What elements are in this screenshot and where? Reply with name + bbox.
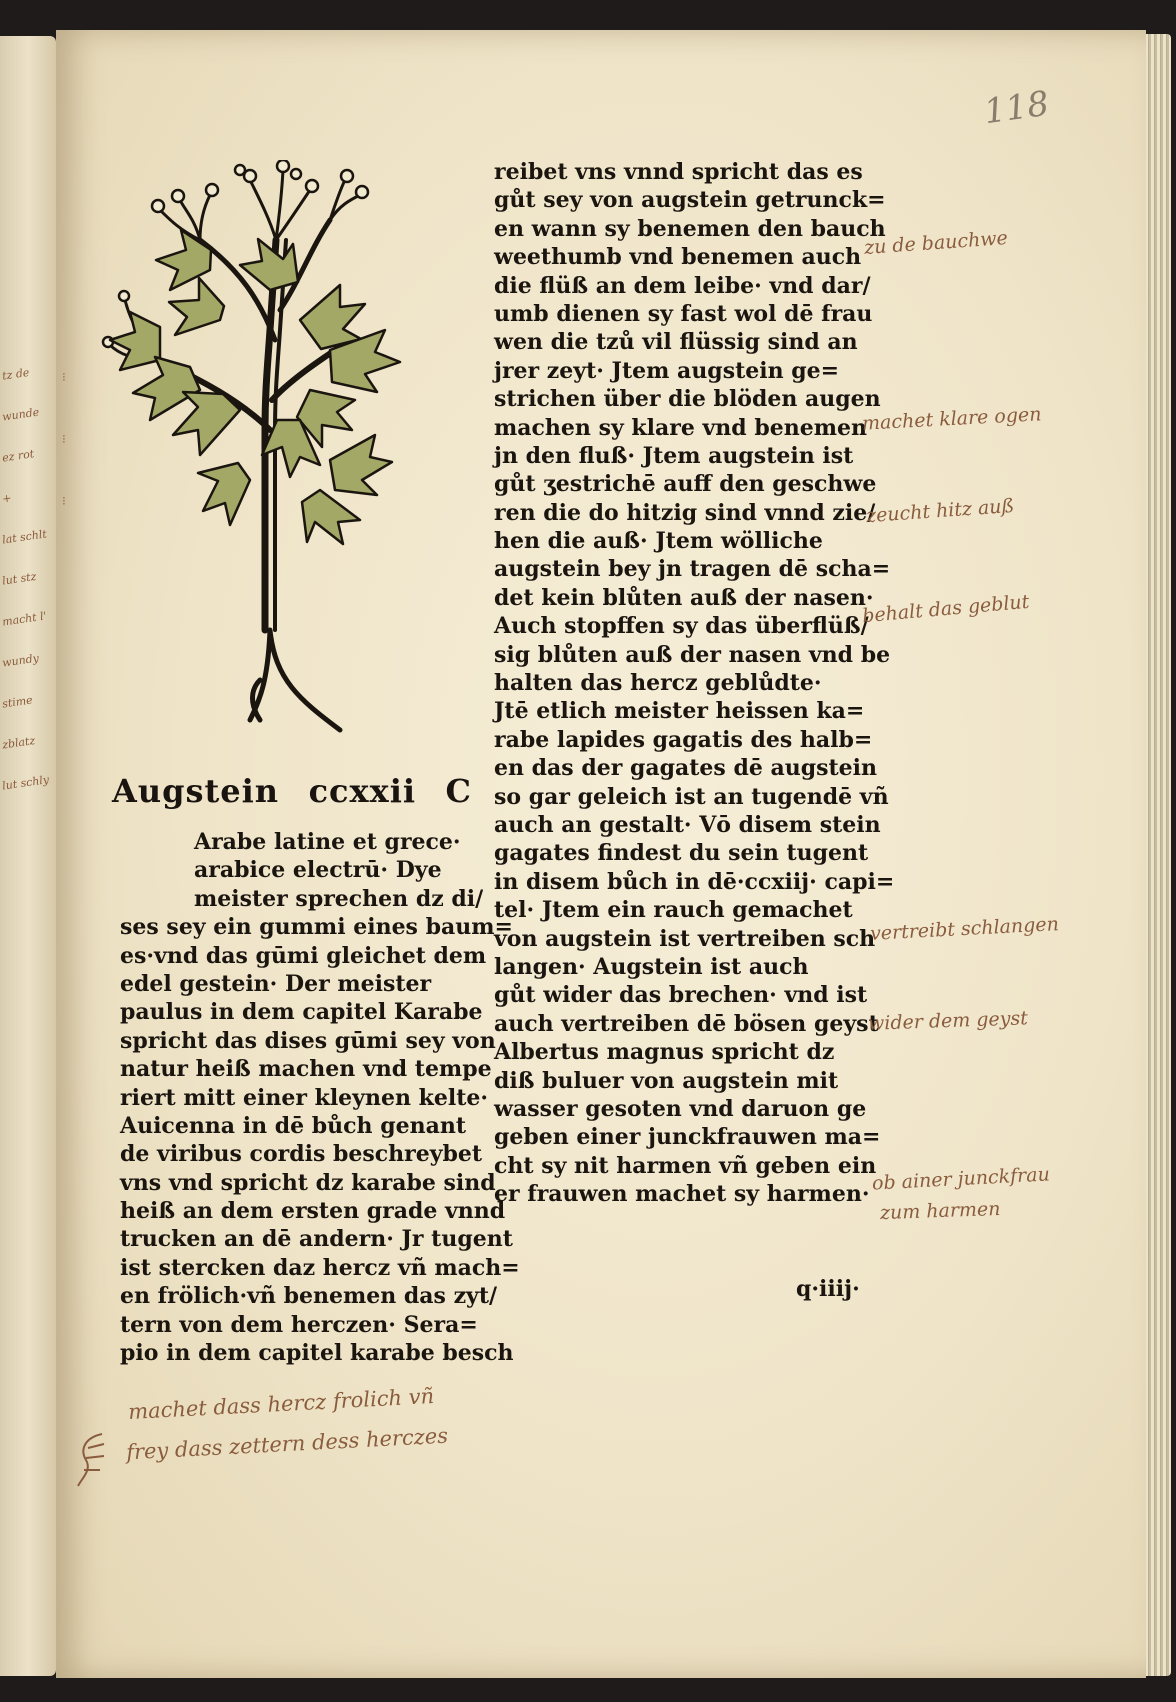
left-page-note: stime (1, 693, 34, 711)
chapter-letter: C (445, 772, 472, 810)
text-line: de viribus cordis beschreybet (120, 1141, 483, 1168)
text-line: reibet vns vnnd spricht das es (494, 159, 863, 185)
text-line: gůt wider das brechen· vnd ist (494, 982, 868, 1009)
left-page-note: lat schlt (1, 527, 48, 547)
text-line: hen die auß· Jtem wölliche (494, 528, 823, 555)
text-line: jn den fluß· Jtem augstein ist (494, 442, 854, 469)
text-line: er frauwen machet sy harmen· (494, 1181, 870, 1208)
margin-note: wider dem geyst (867, 1007, 1029, 1035)
chapter-heading (112, 772, 472, 810)
text-line: Auch stopffen sy das überflüß/ (494, 613, 869, 640)
text-line: tern von dem herczen· Sera= (120, 1311, 478, 1338)
text-line: natur heiß machen vnd tempe (120, 1056, 492, 1083)
text-line: Auicenna in dē bůch genant (120, 1112, 466, 1139)
text-line: ses sey ein gummi eines baum= (120, 914, 513, 941)
text-line: tel· Jtem ein rauch gemachet (494, 897, 853, 924)
left-page-edge (0, 36, 56, 1676)
text-line: sig blůten auß der nasen vnd be (494, 641, 891, 668)
text-line: weethumb vnd benemen auch (494, 244, 862, 271)
margin-note: ob ainer junckfrau (871, 1163, 1051, 1195)
left-page-note: macht l' (1, 609, 48, 629)
text-line: von augstein ist vertreiben sch (494, 925, 876, 952)
text-line: en wann sy benemen den bauch (494, 215, 886, 242)
text-line: machen sy klare vnd benemen (494, 414, 867, 441)
text-line: vns vnd spricht dz karabe sind (120, 1169, 496, 1196)
left-page-note: tz de (1, 365, 31, 383)
bottom-note: frey dass zettern dess herczes (125, 1423, 449, 1465)
text-line: langen· Augstein ist auch (494, 953, 809, 980)
left-page-note: wundy (1, 651, 40, 670)
manicule-mark (74, 1430, 114, 1490)
text-line: Arabe latine et grece· (194, 829, 461, 855)
text-line: auch an gestalt· Vō disem stein (494, 811, 881, 838)
text-line: strichen über die blöden augen (494, 386, 881, 413)
text-line: spricht das dises gūmi sey von (120, 1027, 496, 1054)
bottom-note: machet dass hercz frolich vñ (127, 1384, 435, 1424)
gutter-mark: ⁝ (62, 370, 66, 384)
text-line: halten das hercz geblůdte· (494, 670, 822, 697)
plant-woodcut (100, 160, 460, 760)
left-page-note: + (1, 491, 13, 506)
text-line: arabice electrū· Dye (194, 857, 442, 884)
text-line: in disem bůch in dē·ccxiij· capi= (494, 868, 895, 895)
text-line: gagates findest du sein tugent (494, 840, 869, 867)
text-line: gůt sey von augstein getrunck= (494, 187, 886, 214)
text-line: en frölich·vñ benemen das zyt/ (120, 1283, 498, 1310)
text-line: rabe lapides gagatis des halb= (494, 726, 873, 753)
left-page-note: lut schly (1, 773, 50, 793)
text-line: augstein bey jn tragen dē scha= (494, 556, 891, 583)
text-line: cht sy nit harmen vñ geben ein (494, 1152, 877, 1179)
left-text-column (120, 828, 520, 1367)
text-line: wen die tzů vil flüssig sind an (494, 329, 858, 356)
margin-note: machet klare ogen (861, 403, 1042, 435)
chapter-number: ccxxii (308, 772, 416, 810)
margin-note: vertreibt schlangen (869, 913, 1060, 945)
text-line: gůt ʒestrichē auff den geschwe (494, 471, 877, 498)
gutter-mark: ⁝ (62, 494, 66, 508)
text-line: es·vnd das gūmi gleichet dem (120, 942, 487, 969)
gutter-mark: ⁝ (62, 432, 66, 446)
left-page-note: lut stz (1, 569, 38, 588)
text-line: umb dienen sy fast wol dē frau (494, 300, 873, 327)
left-page-note: wunde (1, 405, 40, 424)
left-page-note: ez rot (1, 447, 35, 465)
text-line: heiß an dem ersten grade vnnd (120, 1198, 506, 1225)
right-text-column (494, 158, 894, 1208)
text-line: auch vertreiben dē bösen geyst (494, 1010, 879, 1037)
left-page-notes (2, 366, 54, 817)
text-line: en das der gagates dē augstein (494, 755, 878, 782)
text-line: riert mitt einer kleynen kelte· (120, 1084, 489, 1111)
margin-note: zeucht hitz auß (865, 494, 1015, 528)
text-line: Jtē etlich meister heissen ka= (494, 698, 865, 725)
text-line: geben einer junckfrauwen ma= (494, 1124, 881, 1151)
text-line: det kein blůten auß der nasen· (494, 584, 874, 611)
text-line: meister sprechen dz di/ (194, 885, 484, 912)
text-line: ist stercken daz hercz vñ mach= (120, 1254, 520, 1281)
gutter-marks (62, 370, 66, 556)
chapter-title: Augstein (112, 772, 280, 810)
text-line: Albertus magnus spricht dz (494, 1039, 835, 1066)
text-line: trucken an dē andern· Jr tugent (120, 1226, 513, 1253)
text-line: diß buluer von augstein mit (494, 1067, 839, 1094)
signature-mark: q·iiij· (796, 1276, 860, 1302)
text-line: jrer zeyt· Jtem augstein ge= (494, 357, 840, 384)
text-line: pio in dem capitel karabe besch (120, 1340, 514, 1367)
margin-note: zum harmen (879, 1197, 1001, 1225)
margin-note: zu de bauchwe (863, 227, 1009, 259)
left-page-note: zblatz (1, 734, 36, 752)
text-line: paulus in dem capitel Karabe (120, 999, 483, 1026)
text-line: die flüß an dem leibe· vnd dar/ (494, 272, 871, 299)
text-line: wasser gesoten vnd daruon ge (494, 1095, 867, 1122)
text-line: ren die do hitzig sind vnnd zie/ (494, 499, 876, 526)
margin-note: behalt das geblut (861, 590, 1031, 628)
text-line: so gar geleich ist an tugendē vñ (494, 783, 889, 810)
folio-number: 118 (981, 83, 1052, 133)
text-line: edel gestein· Der meister (120, 970, 432, 997)
